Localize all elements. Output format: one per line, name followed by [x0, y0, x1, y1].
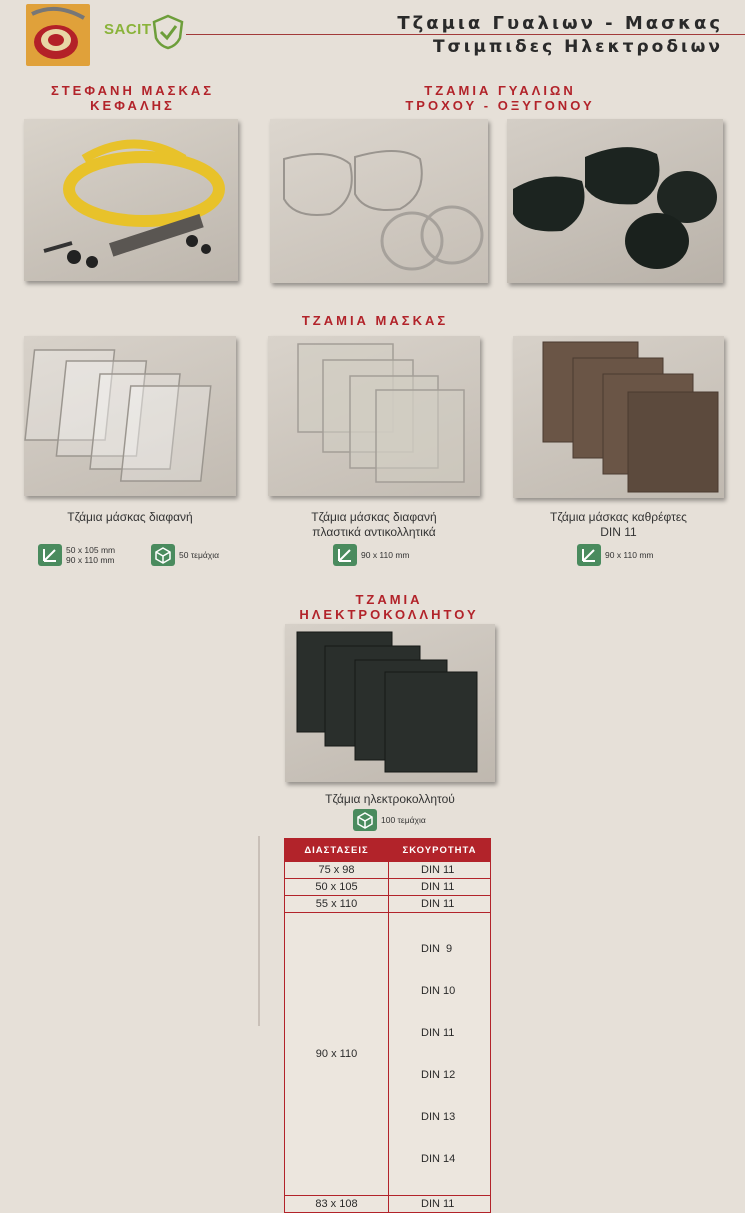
mask-section-title: ΤΖΑΜΙΑ ΜΑΣΚΑΣ — [301, 313, 449, 328]
helmet-section-title — [25, 83, 240, 113]
pack-count: 50 τεμάχια — [179, 550, 220, 560]
din-value: DIN 12 — [421, 1069, 456, 1081]
header-dimensions: ΔΙΑΣΤΑΣΕΙΣ — [285, 839, 389, 862]
table-row — [285, 1196, 491, 1213]
din-value: DIN 9 — [421, 943, 453, 955]
header-darkness: ΣΚΟΥΡΟΤΗΤΑ — [389, 839, 491, 862]
cell-size: 75 x 98 — [285, 862, 389, 879]
dark-goggle-lenses-photo — [507, 119, 723, 283]
cell-size: 83 x 108 — [285, 1196, 389, 1213]
welder-glass-photo — [285, 624, 495, 782]
package-box-icon — [151, 544, 175, 566]
table-row — [285, 913, 491, 1196]
size-line1: 90 x 110 mm — [361, 550, 410, 560]
clear-goggle-lenses-photo — [270, 119, 488, 283]
cell-size: 90 x 110 — [285, 913, 389, 1196]
product-caption-plastic-line1: Τζάμια μάσκας διαφανή — [311, 510, 437, 524]
table-header-row — [285, 839, 491, 862]
table-row — [285, 862, 491, 879]
cell-din-list — [389, 913, 491, 1196]
spec-size-plastic — [333, 544, 410, 566]
welder-title-line1: ΤΖΑΜΙΑ — [355, 592, 423, 607]
product-caption-plastic-line2: πλαστικά αντικολλητικά — [312, 525, 436, 539]
clear-mask-glass-photo — [24, 336, 236, 496]
din-value: DIN 11 — [421, 1027, 455, 1039]
goggles-title-line1: ΤΖΑΜΙΑ ΓΥΑΛΙΩΝ — [424, 83, 576, 98]
spec-pack-clear — [151, 544, 219, 566]
din-value: DIN 10 — [421, 985, 456, 997]
size-line1: 90 x 110 mm — [605, 550, 654, 560]
welder-title-line2: ΗΛΕΚΤΡΟΚΟΛΛΗΤΟΥ — [299, 607, 479, 622]
pack-count: 100 τεμάχια — [381, 815, 426, 825]
mirror-mask-glass-photo — [513, 336, 724, 498]
dimensions-icon — [38, 544, 62, 566]
spec-size-mirror — [577, 544, 654, 566]
product-caption-clear — [24, 510, 236, 525]
table-side-rule — [258, 836, 260, 1026]
spec-pack-welder — [353, 809, 426, 831]
welder-section-title — [284, 592, 494, 622]
spec-size-clear — [38, 544, 115, 566]
product-caption-mirror-line1: Τζάμια μάσκας καθρέφτες — [550, 510, 687, 524]
header-rule — [186, 34, 745, 35]
brand-name: SACIT — [104, 21, 152, 38]
dimensions-icon — [577, 544, 601, 566]
table-row — [285, 879, 491, 896]
size-line2: 90 x 110 mm — [66, 555, 115, 565]
size-line1: 50 x 105 mm — [66, 545, 116, 555]
product-caption-mirror — [513, 510, 724, 540]
cell-din: DIN 11 — [389, 862, 491, 879]
din-value: DIN 13 — [421, 1111, 456, 1123]
page-title-line1: Τζαμια Γυαλιων - Μασκας — [397, 13, 723, 34]
product-caption-plastic — [268, 510, 480, 540]
helmet-title-line2: ΚΕΦΑΛΗΣ — [90, 98, 175, 113]
helmet-headgear-photo — [24, 119, 238, 281]
shield-icon — [150, 14, 186, 55]
cell-size: 50 x 105 — [285, 879, 389, 896]
plastic-mask-glass-photo — [268, 336, 480, 496]
din-value: DIN 14 — [421, 1153, 456, 1165]
dimensions-icon — [333, 544, 357, 566]
product-caption-clear-line1: Τζάμια μάσκας διαφανή — [67, 510, 193, 524]
goggles-section-title — [270, 83, 730, 113]
din-table-wrap — [284, 838, 491, 1213]
page-title-line2: Τσιμπιδες Ηλεκτροδιων — [432, 37, 723, 57]
table-row — [285, 896, 491, 913]
cell-din: DIN 11 — [389, 879, 491, 896]
helmet-title-line1: ΣΤΕΦΑΝΗ ΜΑΣΚΑΣ — [50, 83, 215, 98]
package-box-icon — [353, 809, 377, 831]
product-caption-mirror-line2: DIN 11 — [600, 525, 637, 539]
din-table — [284, 838, 491, 1213]
cell-din: DIN 11 — [389, 896, 491, 913]
cell-size: 55 x 110 — [285, 896, 389, 913]
welder-caption: Τζάμια ηλεκτροκολλητού — [325, 792, 455, 806]
cell-din: DIN 11 — [389, 1196, 491, 1213]
logo-emblem — [26, 4, 90, 66]
goggles-title-line2: ΤΡΟΧΟΥ - ΟΞΥΓΟΝΟΥ — [405, 98, 595, 113]
